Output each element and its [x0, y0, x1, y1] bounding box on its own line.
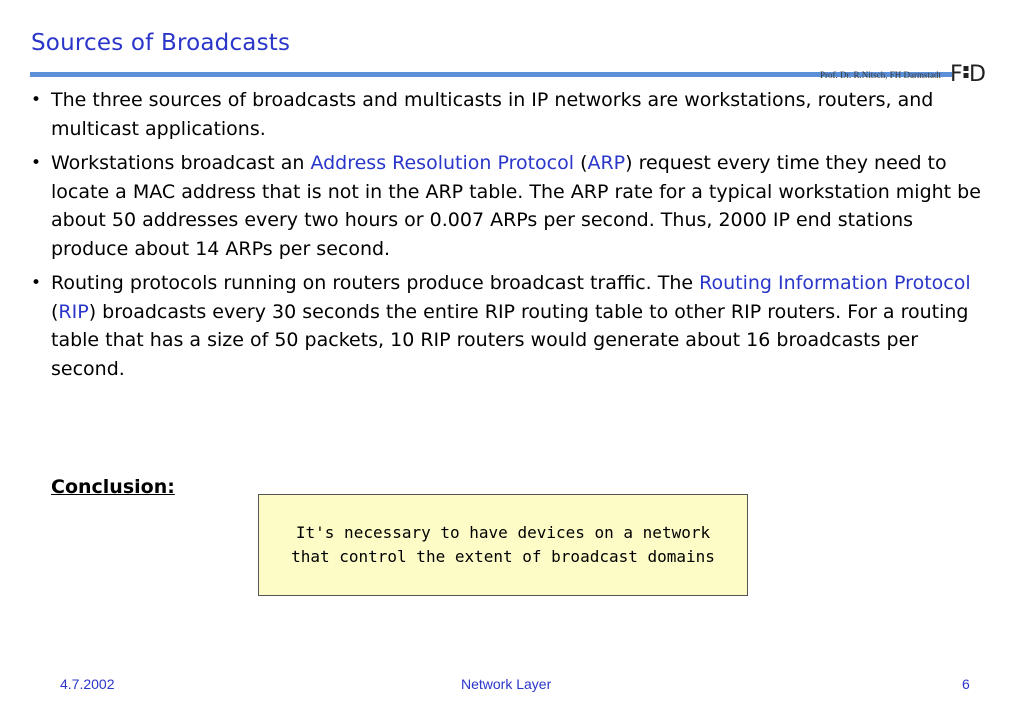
bullet-text-after: ) request every time they need to locate a MAC address that is not in the ARP table. The ARP rate for a typical workstation might be about 50 addresses every two hours or 0.007 ARPs per second. Thus, 2000 IP end stations produce about 14 ARPs per second.	[51, 152, 981, 260]
slide-title: Sources of Broadcasts	[31, 30, 291, 56]
bullet-text-after: ) broadcasts every 30 seconds the entire RIP routing table to other RIP routers. For a routing table that has a size of 50 packets, 10 RIP routers would generate about 16 broadcasts per second.	[51, 300, 969, 380]
footer-title: Network Layer	[461, 676, 552, 692]
footer-date: 4.7.2002	[60, 676, 115, 692]
bullet-text: Workstations broadcast an	[51, 152, 311, 174]
term-arp-full: Address Resolution Protocol	[310, 152, 575, 174]
bullet-list	[30, 86, 990, 389]
fbd-logo-icon	[950, 60, 986, 87]
paren-open: (	[574, 152, 588, 174]
paren-open: (	[51, 300, 59, 323]
bullet-text: The three sources of broadcasts and multicasts in IP networks are workstations, routers, and multicast applications.	[51, 89, 934, 140]
conclusion-line-1: It's necessary to have devices on a network	[295, 523, 711, 542]
conclusion-line-2: that control the extent of broadcast domains	[291, 547, 715, 566]
bullet-text: Routing protocols running on routers produce broadcast traffic. The	[51, 272, 700, 294]
author-credit: Prof. Dr. R.Nitsch, FH Darmstadt	[820, 70, 941, 80]
term-arp-abbr: ARP	[587, 152, 626, 174]
conclusion-label: Conclusion:	[51, 476, 175, 498]
page-number: 6	[962, 676, 970, 692]
title-divider	[30, 72, 952, 77]
bullet-item	[30, 269, 990, 383]
svg-text:D: D	[969, 62, 986, 87]
term-rip-full: Routing Information Protocol	[699, 272, 971, 294]
conclusion-box	[258, 494, 748, 596]
svg-text:F: F	[950, 62, 963, 87]
bullet-item	[30, 86, 990, 143]
bullet-item	[30, 149, 990, 263]
term-rip-abbr: RIP	[58, 300, 89, 323]
